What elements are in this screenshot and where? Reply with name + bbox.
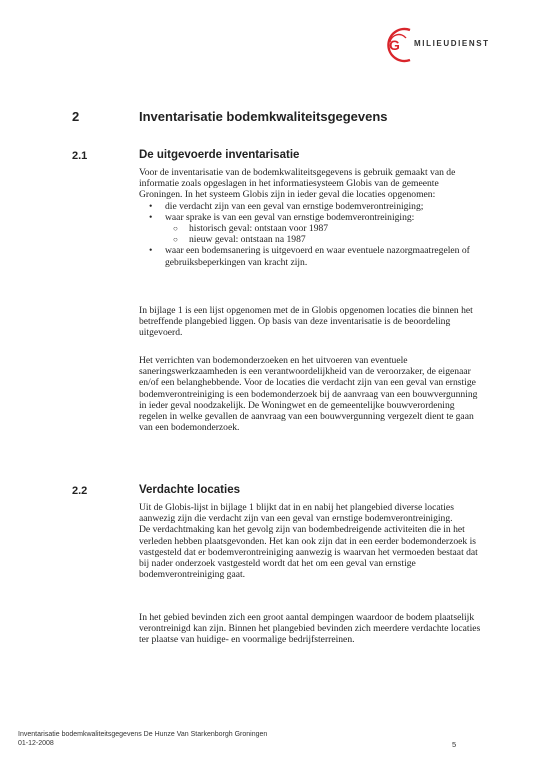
sub-list-item — [165, 223, 484, 234]
bullet-icon: • — [149, 245, 153, 257]
chapter-title: Inventarisatie bodemkwaliteitsgegevens — [139, 109, 388, 124]
svg-text:G: G — [389, 37, 400, 53]
paragraph-text: Uit de Globis-lijst in bijlage 1 blijkt dat in en nabij het plangebied diverse locaties aanwezig zijn die verdacht zijn van een geval van ernstige bodemverontreiniging. — [139, 502, 454, 525]
section-2-2-paragraph-1 — [139, 502, 484, 580]
sub-list-item — [165, 234, 484, 245]
list-item — [139, 201, 484, 212]
circle-bullet-icon: ○ — [173, 224, 178, 234]
section-2-1-number: 2.1 — [72, 150, 88, 162]
section-2-1-paragraph-3 — [139, 355, 484, 433]
paragraph-text: Het verrichten van bodemonderzoeken en het uitvoeren van eventuele saneringswerkzaamheden is een verantwoordelijkheid van de veroorzaker, de eigenaar en/of een belanghebbende. Voor de locaties die verdacht zijn van een geval van ernstige bodemverontreiniging is een bodemonderzoek bij de aanvraag van een bouwvergunning in ieder geval noodzakelijk. De Woningwet en de gemeentelijke bouwverordening regelen in welke gevallen de aanvraag van een bouwvergunning vergezelt dient te gaan van een bodemonderzoek. — [139, 355, 478, 434]
footer-document-title: Inventarisatie bodemkwaliteitsgegevens De Hunze Van Starkenborgh Groningen — [18, 731, 268, 738]
locaties-list — [139, 201, 484, 268]
section-2-1-intro-block — [139, 167, 484, 268]
page-number: 5 — [452, 740, 457, 749]
milieudienst-logo — [380, 16, 530, 76]
list-item — [139, 245, 484, 267]
list-item-text: waar een bodemsanering is uitgevoerd en waar eventuele nazorgmaatregelen of gebruiksbeperkingen van kracht zijn. — [165, 245, 470, 268]
section-2-2-number: 2.2 — [72, 485, 88, 497]
list-item-text: waar sprake is van een geval van ernstige bodemverontreiniging: — [165, 211, 415, 223]
circle-bullet-icon: ○ — [173, 235, 178, 245]
list-item — [139, 212, 484, 246]
logo-wordmark: MILIEUDIENST — [414, 39, 490, 48]
footer-date: 01-12-2008 — [18, 740, 54, 747]
section-2-2-title: Verdachte locaties — [139, 484, 240, 496]
sub-list-item-text: nieuw geval: ontstaan na 1987 — [189, 234, 306, 246]
paragraph-text: In het gebied bevinden zich een groot aantal dempingen waardoor de bodem plaatselijk verontreinigd kan zijn. Binnen het plangebied bevinden zich meerdere verdachte locaties ter plaatse van huidige- en voormalige bedrijfsterreinen. — [139, 612, 481, 646]
section-2-1-paragraph-2 — [139, 305, 484, 339]
paragraph-text: De verdachtmaking kan het gevolg zijn van bodembedreigende activiteiten die in het verleden hebben plaatsgevonden. Het kan ook zijn dat in een eerder bodemonderzoek is vastgesteld dat er bodemverontreiniging aanwezig is waarvan het vermoeden bestaat dat bij nader onderzoek vastgesteld wordt dat het om een geval van ernstige bodemverontreiniging gaat. — [139, 524, 478, 581]
section-2-1-title: De uitgevoerde inventarisatie — [139, 149, 300, 161]
sub-list-item-text: historisch geval: ontstaan voor 1987 — [189, 223, 329, 235]
page-footer — [18, 730, 267, 748]
section-2-2-paragraph-3 — [139, 612, 484, 646]
bullet-icon: • — [149, 211, 153, 223]
sub-list — [165, 223, 484, 245]
chapter-number: 2 — [72, 109, 80, 124]
paragraph-text: In bijlage 1 is een lijst opgenomen met de in Globis opgenomen locaties die binnen het betreffende plangebied liggen. Op basis van deze inventarisatie is de beoordeling uitgevoerd. — [139, 305, 473, 339]
list-item-text: die verdacht zijn van een geval van ernstige bodemverontreiniging; — [165, 200, 424, 212]
section-2-1-intro: Voor de inventarisatie van de bodemkwaliteitsgegevens is gebruik gemaakt van de informatie zoals opgeslagen in het informatiesysteem Globis van de gemeente Groningen. In het systeem Globis zijn in ieder geval die locaties opgenomen: — [139, 167, 456, 201]
bullet-icon: • — [149, 200, 153, 212]
